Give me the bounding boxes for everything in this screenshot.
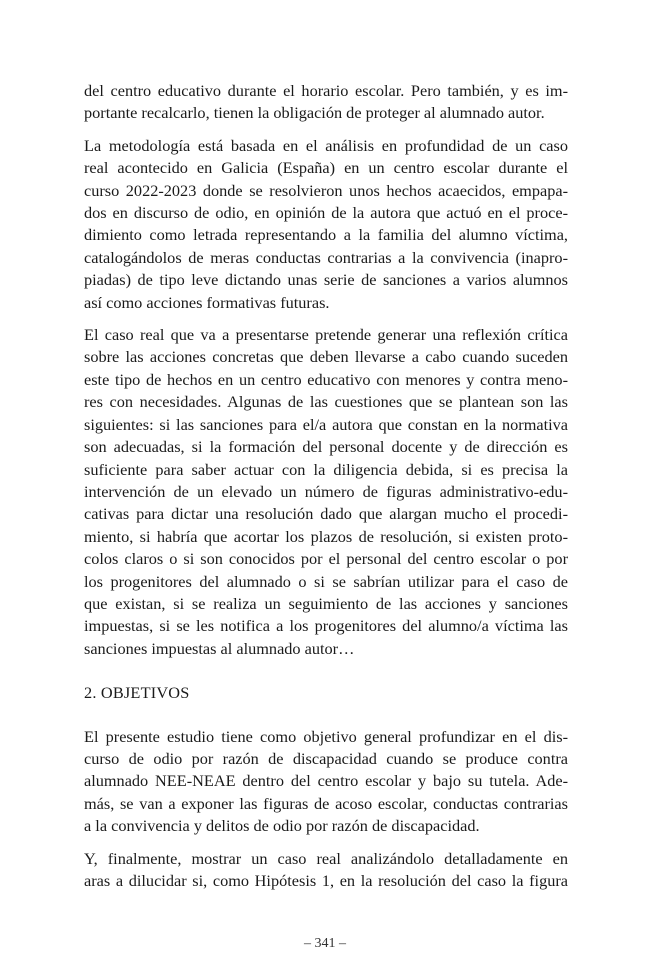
- paragraph-2: [84, 135, 568, 314]
- text-line: dimiento como letrada representando a la familia del alumno víctima,: [84, 225, 568, 245]
- text-line: miento, si habría que acortar los plazos de resolución, si existen proto-: [84, 526, 568, 546]
- text-line: curso 2022-2023 donde se resolvieron unos hechos acaecidos, empapa-: [84, 180, 568, 200]
- text-line: a la convivencia y delitos de odio por razón de discapacidad.: [84, 816, 480, 836]
- page-number: – 341 –: [304, 936, 346, 951]
- paragraph-1: [84, 80, 568, 125]
- text-line: real acontecido en Galicia (España) en un centro escolar durante el: [84, 158, 568, 178]
- section-heading: 2. OBJETIVOS: [84, 683, 190, 703]
- text-line: que existan, si se realiza un seguimiento de las acciones y sanciones: [84, 593, 568, 613]
- text-line: más, se van a exponer las figuras de acoso escolar, conductas contrarias: [84, 793, 568, 813]
- text-line: dos en discurso de odio, en opinión de la autora que actuó en el proce-: [84, 203, 568, 223]
- text-line: aras a dilucidar si, como Hipótesis 1, en la resolución del caso la figura: [84, 871, 568, 890]
- text-line: colos claros o si son conocidos por el personal del centro escolar o por: [84, 549, 568, 569]
- text-line: El presente estudio tiene como objetivo general profundizar en el dis-: [84, 726, 568, 746]
- text-line: los progenitores del alumnado o si se sabrían utilizar para el caso de: [84, 571, 568, 591]
- text-line: El caso real que va a presentarse pretende generar una reflexión crítica: [84, 325, 568, 345]
- text-line: impuestas, si se les notifica a los progenitores del alumno/a víctima las: [84, 616, 568, 636]
- text-line: siguientes: si las sanciones para el/a autora que constan en la normativa: [84, 414, 568, 434]
- text-line: alumnado NEE-NEAE dentro del centro escolar y bajo su tutela. Ade-: [84, 771, 568, 791]
- paragraphs-before: [84, 80, 568, 660]
- text-line: res con necesidades. Algunas de las cuestiones que se plantean son las: [84, 392, 568, 412]
- text-line: La metodología está basada en el análisis en profundidad de un caso: [84, 135, 568, 155]
- page-body: [84, 80, 568, 902]
- text-line: sobre las acciones concretas que deben llevarse a cabo cuando suceden: [84, 347, 568, 367]
- text-line: portante recalcarlo, tienen la obligación de proteger al alumnado autor.: [84, 103, 545, 123]
- text-line: Y, finalmente, mostrar un caso real analizándolo detalladamente en: [84, 848, 568, 868]
- paragraph-4: [84, 726, 568, 838]
- text-line: suficiente para saber actuar con la diligencia debida, si es precisa la: [84, 459, 568, 479]
- text-line: del centro educativo durante el horario escolar. Pero también, y es im-: [84, 81, 568, 100]
- text-line: son adecuadas, si la formación del personal docente y de dirección es: [84, 437, 568, 457]
- text-line: piadas) de tipo leve dictando unas serie de sanciones a varios alumnos: [84, 270, 568, 290]
- text-line: curso de odio por razón de discapacidad cuando se produce contra: [84, 748, 568, 768]
- paragraph-3: [84, 324, 568, 660]
- text-line: así como acciones formativas futuras.: [84, 292, 330, 312]
- text-line: intervención de un elevado un número de figuras administrativo-edu-: [84, 481, 568, 501]
- paragraphs-after: [84, 726, 568, 893]
- paragraph-5: [84, 848, 568, 893]
- text-line: este tipo de hechos en un centro educativo con menores y contra meno-: [84, 369, 568, 389]
- text-line: sanciones impuestas al alumnado autor…: [84, 638, 355, 658]
- text-line: cativas para dictar una resolución dado que alargan mucho el procedi-: [84, 504, 568, 524]
- text-line: catalogándolos de meras conductas contrarias a la convivencia (inapro-: [84, 247, 568, 267]
